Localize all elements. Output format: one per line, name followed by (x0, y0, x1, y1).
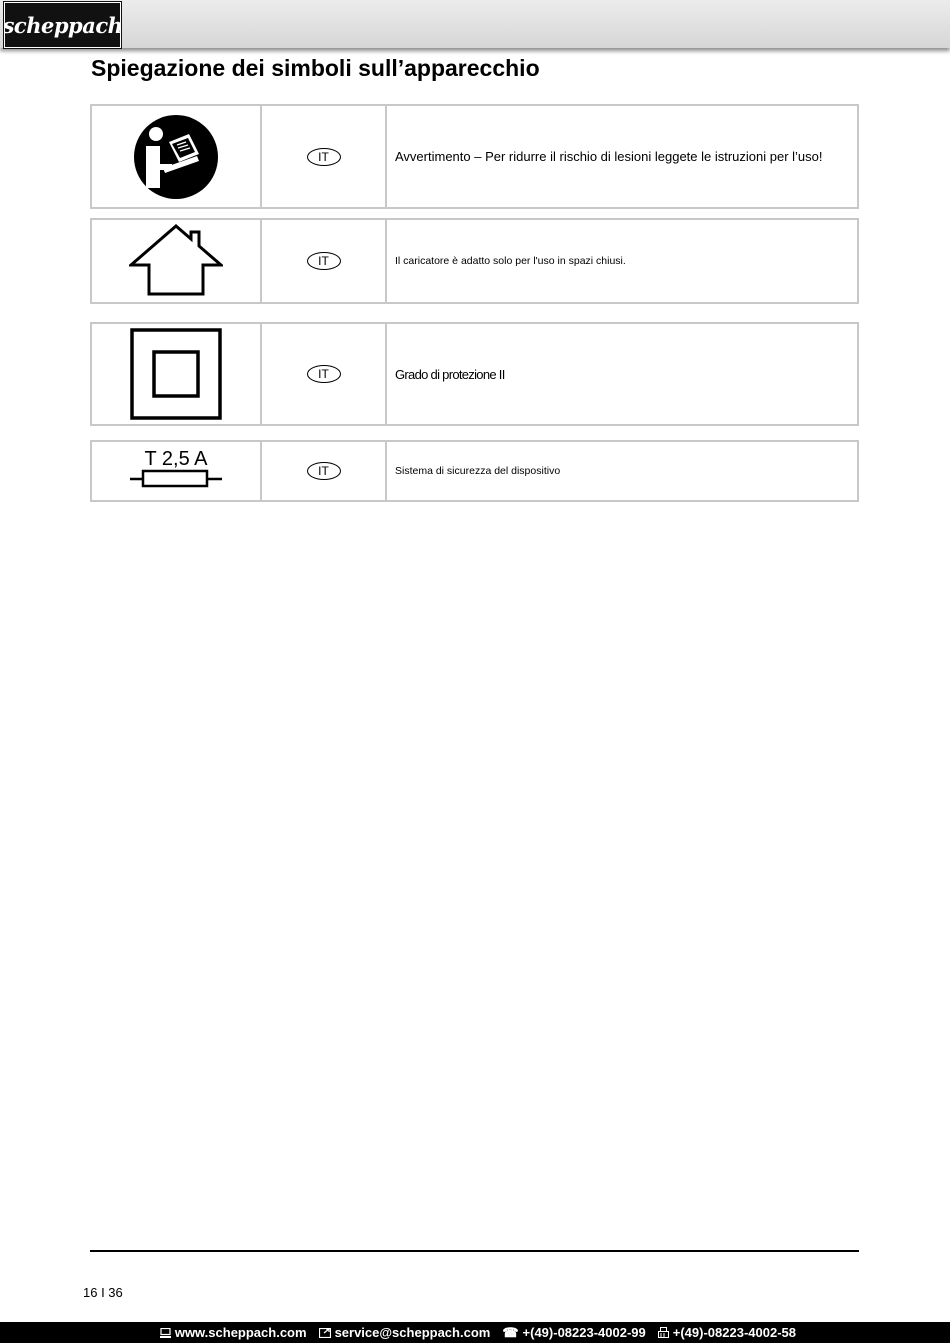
language-badge: IT (307, 252, 341, 270)
fax-icon (658, 1327, 669, 1338)
page-number: 16 I 36 (83, 1285, 123, 1300)
language-cell (262, 106, 387, 207)
language-cell (262, 220, 387, 302)
protection-class-ii-icon (130, 328, 222, 420)
footer-phone[interactable] (502, 1325, 645, 1341)
phone-text: +(49)-08223-4002-99 (522, 1325, 646, 1340)
computer-icon (160, 1328, 171, 1338)
footer-fax[interactable] (658, 1325, 796, 1340)
phone-icon: ☎ (502, 1324, 519, 1340)
symbol-cell (92, 106, 262, 207)
symbol-description: Sistema di sicurezza del dispositivo (395, 465, 561, 477)
symbol-description: Avvertimento – Per ridurre il rischio di lesioni leggete le istruzioni per l’uso! (395, 149, 823, 164)
footer-email[interactable] (319, 1325, 491, 1340)
symbol-row (90, 440, 859, 502)
email-icon (319, 1328, 331, 1338)
language-cell (262, 324, 387, 424)
symbol-cell (92, 220, 262, 302)
fuse-rating-label: T 2,5 A (144, 448, 208, 470)
symbol-cell (92, 442, 262, 500)
symbol-description: Grado di protezione II (395, 366, 505, 382)
footer-bar (0, 1322, 950, 1343)
read-manual-icon (133, 114, 219, 200)
header-bar (0, 0, 950, 48)
language-badge: IT (307, 462, 341, 480)
symbol-cell (92, 324, 262, 424)
fuse-icon (130, 469, 222, 489)
email-text: service@scheppach.com (334, 1325, 491, 1340)
language-badge: IT (307, 148, 341, 166)
fax-text: +(49)-08223-4002-58 (672, 1325, 796, 1340)
brand-logo: scheppach (4, 2, 121, 48)
footer-website[interactable] (160, 1325, 307, 1340)
language-badge: IT (307, 365, 341, 383)
language-cell (262, 442, 387, 500)
symbol-row (90, 218, 859, 304)
website-text: www.scheppach.com (174, 1325, 307, 1340)
symbol-description: Il caricatore è adatto solo per l'uso in spazi chiusi. (395, 255, 626, 267)
page-title: Spiegazione dei simboli sull’apparecchio (91, 55, 540, 81)
footer-divider (90, 1250, 859, 1252)
symbol-row (90, 104, 859, 209)
house-icon (129, 224, 223, 298)
symbol-row (90, 322, 859, 426)
